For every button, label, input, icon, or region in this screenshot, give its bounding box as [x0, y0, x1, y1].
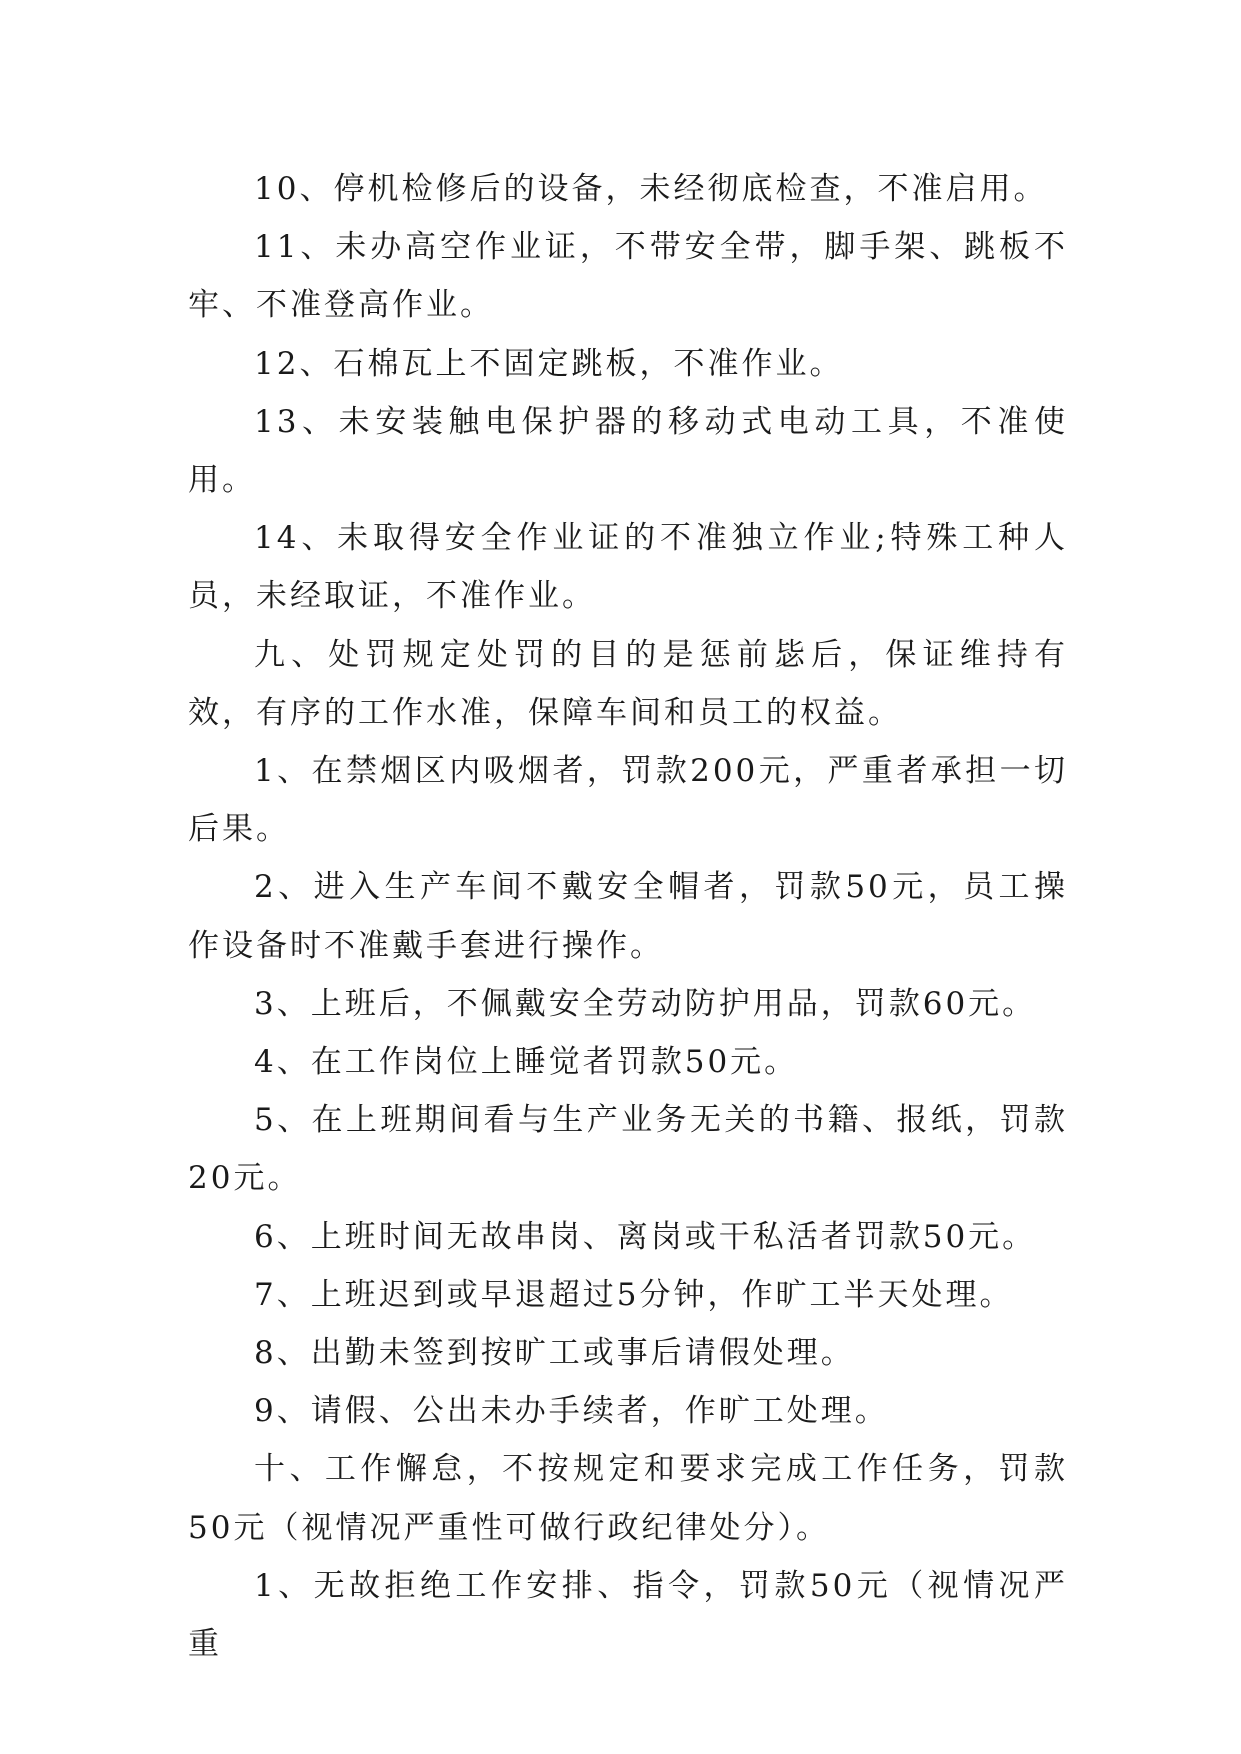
- paragraph-rule-11: 11、未办高空作业证，不带安全带，脚手架、跳板不牢、不准登高作业。: [188, 229, 1068, 324]
- paragraph-rule-10: 10、停机检修后的设备，未经彻底检查，不准启用。: [254, 171, 1048, 207]
- document-body: [188, 160, 1068, 1673]
- section-heading-10-work-slack: 十、工作懈怠，不按规定和要求完成工作任务，罚款50元（视情况严重性可做行政纪律处分）。: [188, 1451, 1068, 1546]
- paragraph-rule-12: 12、石棉瓦上不固定跳板，不准作业。: [254, 345, 844, 382]
- paragraph-slack-1: 1、无故拒绝工作安排、指令，罚款50元（视情况严重: [188, 1567, 1068, 1663]
- paragraph-rule-14: 14、未取得安全作业证的不准独立作业;特殊工种人员，未经取证，不准作业。: [188, 520, 1068, 615]
- paragraph-penalty-3: 3、上班后，不佩戴安全劳动防护用品，罚款60元。: [254, 985, 1037, 1022]
- paragraph-penalty-2: 2、进入生产车间不戴安全帽者，罚款50元，员工操作设备时不准戴手套进行操作。: [188, 869, 1068, 964]
- paragraph-penalty-9: 9、请假、公出未办手续者，作旷工处理。: [254, 1393, 889, 1430]
- section-heading-9-penalties: 九、处罚规定处罚的目的是惩前毖后，保证维持有效，有序的工作水准，保障车间和员工的权益。: [188, 636, 1068, 731]
- paragraph-penalty-4: 4、在工作岗位上睡觉者罚款50元。: [254, 1044, 799, 1081]
- paragraph-rule-13: 13、未安装触电保护器的移动式电动工具，不准使用。: [188, 403, 1068, 499]
- paragraph-penalty-1: 1、在禁烟区内吸烟者，罚款200元，严重者承担一切后果。: [188, 753, 1068, 848]
- paragraph-penalty-7: 7、上班迟到或早退超过5分钟，作旷工半天处理。: [254, 1276, 1014, 1313]
- paragraph-penalty-8: 8、出勤未签到按旷工或事后请假处理。: [254, 1335, 855, 1372]
- paragraph-penalty-5: 5、在上班期间看与生产业务无关的书籍、报纸，罚款20元。: [188, 1102, 1068, 1197]
- paragraph-penalty-6: 6、上班时间无故串岗、离岗或干私活者罚款50元。: [254, 1218, 1037, 1255]
